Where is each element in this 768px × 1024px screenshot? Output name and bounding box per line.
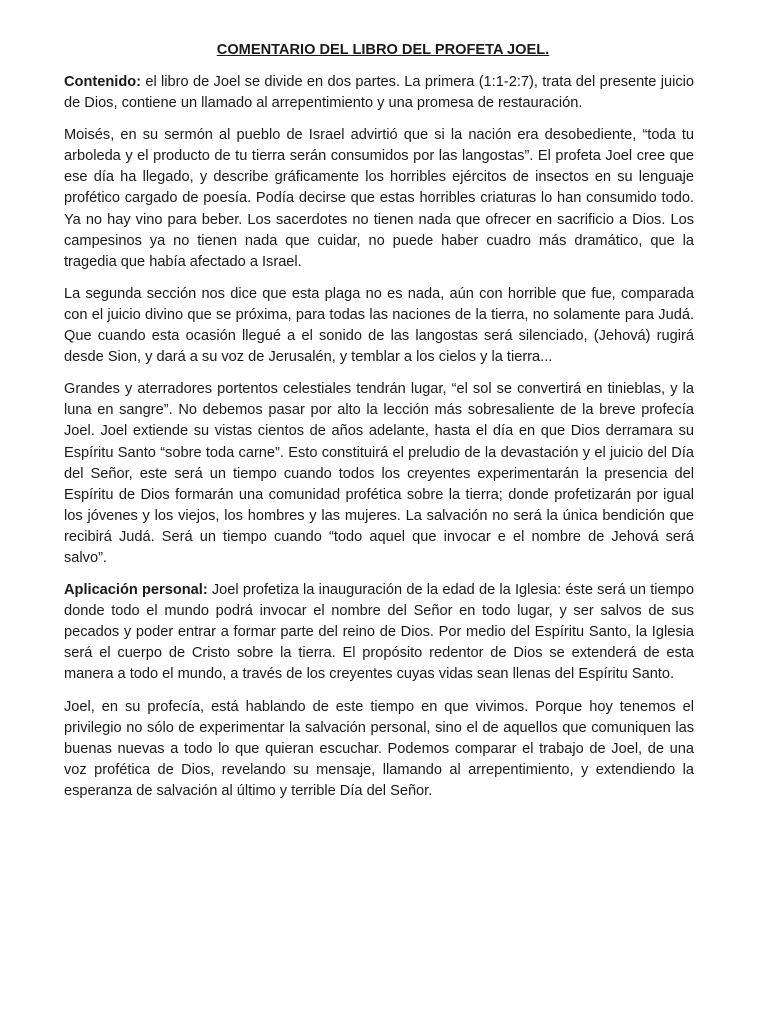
contenido-text: el libro de Joel se divide en dos partes. La primera (1:1-2:7), trata del presente juicio de Dios, contiene un llamado al arrepentimiento y una promesa de restauración. [64, 74, 694, 112]
paragraph-portentos: Grandes y aterradores portentos celestiales tendrán lugar, “el sol se convertirá en tinieblas, y la luna en sangre”. No debemos pasar por alto la lección más sobresaliente de la breve profecía Joel. Joel extiende su vistas cientos de años adelante, hasta el día en que Dios derramara su Espíritu Santo “sobre toda carne”. Esto constituirá el preludio de la devastación y el juicio del Día del Señor, este será un tiempo cuando todos los creyentes experimentarán la presencia del Espíritu de Dios formarán una comunidad profética sobre la tierra; donde profetizarán por igual los jóvenes y los viejos, los hombres y las mujeres. La salvación no será la única bendición que recibirá Judá. Será un tiempo cuando “todo aquel que invocar e el nombre de Jehová será salvo”. [64, 381, 694, 566]
aplicacion-label: Aplicación personal: [64, 582, 208, 599]
contenido-paragraph [64, 72, 694, 114]
aplicacion-text: Joel profetiza la inauguración de la edad de la Iglesia: éste será un tiempo donde todo el mundo podrá invocar el nombre del Señor en todo lugar, y ser salvos de sus pecados y poder entrar a formar parte del reino de Dios. Por medio del Espíritu Santo, la Iglesia será el cuerpo de Cristo sobre la tierra. El propósito redentor de Dios se extenderá de esta manera a todo el mundo, a través de los creyentes cuyas vidas sean llenas del Espíritu Santo. [64, 582, 694, 683]
paragraph-moises: Moisés, en su sermón al pueblo de Israel advirtió que si la nación era desobediente, “toda tu arboleda y el producto de tu tierra serán consumidos por las langostas”. El profeta Joel cree que ese día ha llegado, y describe gráficamente los horribles ejércitos de insectos en su lenguaje profético cargado de poesía. Podía decirse que estas horribles criaturas lo han consumido todo. Ya no hay vino para beber. Los sacerdotes no tienen nada que ofrecer en sacrificio a Dios. Los campesinos ya no tienen nada que cuidar, no puede haber cuadro más dramático, que la tragedia que había afectado a Israel. [64, 127, 694, 270]
aplicacion-paragraph [64, 580, 694, 685]
paragraph-segunda-seccion: La segunda sección nos dice que esta plaga no es nada, aún con horrible que fue, comparada con el juicio divino que se próxima, para todas las naciones de la tierra, no solamente para Judá. Que cuando esta ocasión llegué a el sonido de las langostas será silenciado, (Jehová) rugirá desde Sion, y dará a su voz de Jerusalén, y temblar a los cielos y la tierra... [64, 285, 694, 366]
document-page [64, 40, 694, 813]
contenido-label: Contenido: [64, 74, 142, 90]
paragraph-conclusion: Joel, en su profecía, está hablando de este tiempo en que vivimos. Porque hoy tenemos el privilegio no sólo de experimentar la salvación personal, sino el de aquellos que comuniquen las buenas nuevas a todo lo que quieran escuchar. Podemos comparar el trabajo de Joel, de una voz profética de Dios, revelando su mensaje, llamando al arrepentimiento, y extendiendo la esperanza de salvación al último y terrible Día del Señor. [64, 698, 694, 799]
document-title: COMENTARIO DEL LIBRO DEL PROFETA JOEL. [216, 42, 550, 58]
